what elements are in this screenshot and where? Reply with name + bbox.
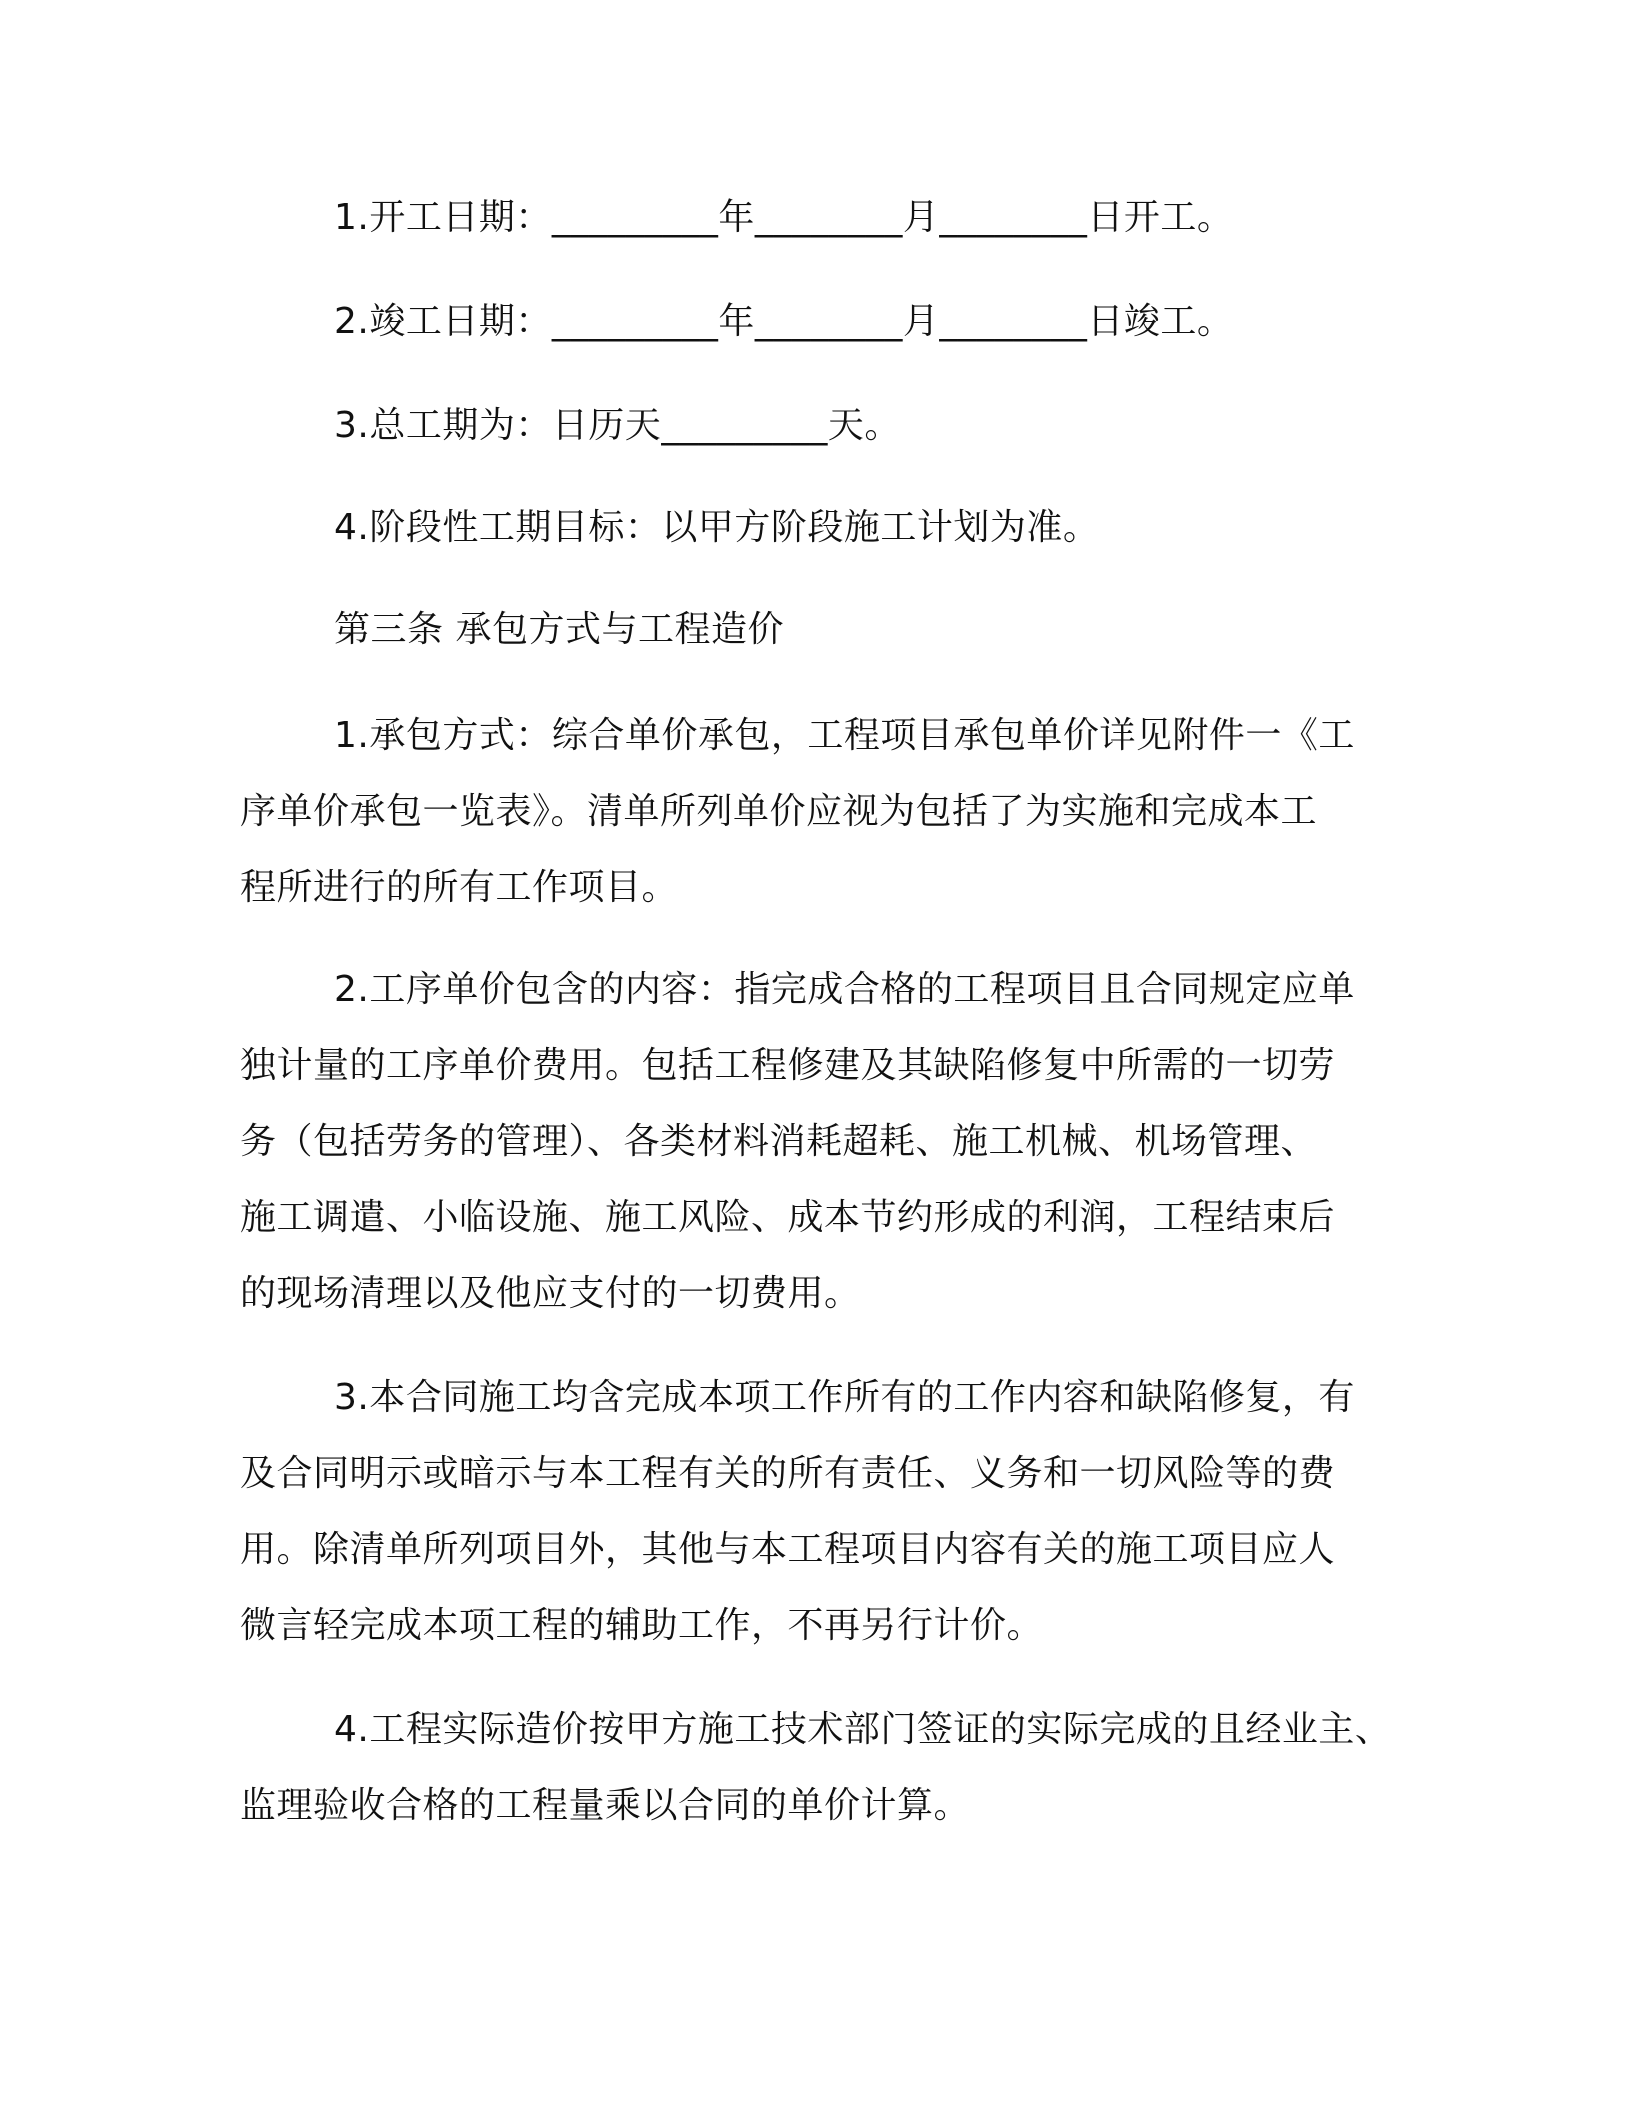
- paragraph-4-line-2: 监理验收合格的工程量乘以合同的单价计算。: [240, 1785, 971, 1826]
- start-date-line: 1.开工日期：_________年________月________日开工。: [334, 197, 1234, 238]
- paragraph-3-line-4: 微言轻完成本项工程的辅助工作，不再另行计价。: [240, 1605, 1044, 1646]
- paragraph-2-line-3: 务（包括劳务的管理）、各类材料消耗超耗、施工机械、机场管理、: [240, 1121, 1318, 1162]
- paragraph-2-line-2: 独计量的工序单价费用。包括工程修建及其缺陷修复中所需的一切劳: [240, 1045, 1336, 1086]
- paragraph-4-line-1: 4.工程实际造价按甲方施工技术部门签证的实际完成的且经业主、: [334, 1709, 1392, 1750]
- paragraph-2-line-1: 2.工序单价包含的内容：指完成合格的工程项目且合同规定应单: [334, 969, 1355, 1010]
- paragraph-1-line-2: 序单价承包一览表》。清单所列单价应视为包括了为实施和完成本工: [240, 791, 1318, 832]
- paragraph-3-line-1: 3.本合同施工均含完成本项工作所有的工作内容和缺陷修复，有: [334, 1377, 1355, 1418]
- paragraph-1-line-1: 1.承包方式：综合单价承包，工程项目承包单价详见附件一《工: [334, 715, 1355, 756]
- paragraph-2-line-5: 的现场清理以及他应支付的一切费用。: [240, 1273, 861, 1314]
- completion-date-line: 2.竣工日期：_________年________月________日竣工。: [334, 301, 1234, 342]
- total-duration-line: 3.总工期为：日历天_________天。: [334, 405, 901, 446]
- paragraph-2-line-4: 施工调遣、小临设施、施工风险、成本节约形成的利润，工程结束后: [240, 1197, 1336, 1238]
- paragraph-3-line-3: 用。除清单所列项目外，其他与本工程项目内容有关的施工项目应人: [240, 1529, 1336, 1570]
- phase-target-line: 4.阶段性工期目标：以甲方阶段施工计划为准。: [334, 507, 1100, 548]
- paragraph-1-line-3: 程所进行的所有工作项目。: [240, 867, 679, 908]
- section-heading-article-3: 第三条 承包方式与工程造价: [334, 609, 784, 650]
- paragraph-3-line-2: 及合同明示或暗示与本工程有关的所有责任、义务和一切风险等的费: [240, 1453, 1336, 1494]
